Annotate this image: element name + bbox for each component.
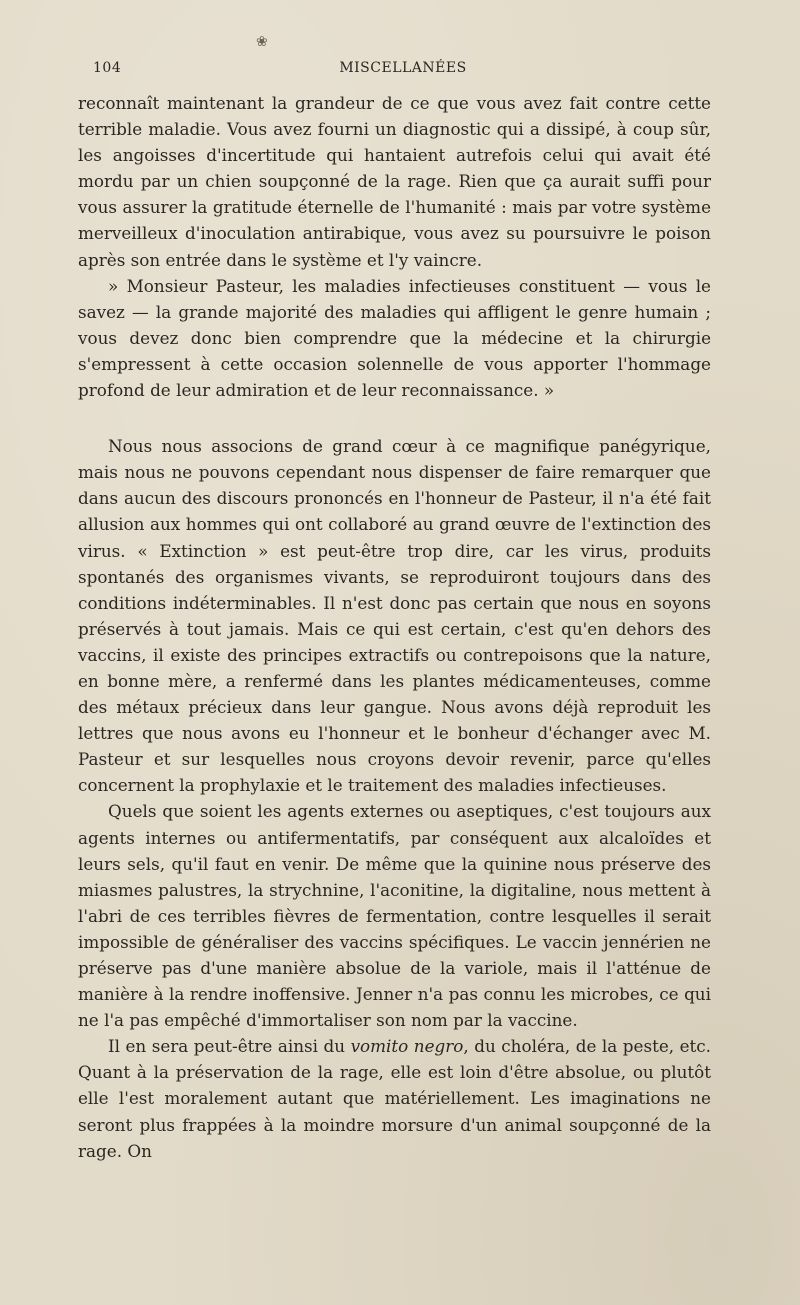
running-title: MISCELLANÉES bbox=[339, 60, 467, 76]
paragraph-text-before: Il en sera peut-être ainsi du bbox=[108, 1036, 351, 1057]
paragraph-vomito-negro bbox=[78, 1033, 711, 1163]
header-ornament-icon: ❀ bbox=[256, 34, 268, 50]
page-number: 104 bbox=[93, 60, 122, 76]
page-header bbox=[93, 60, 713, 82]
paragraph-text-after: , du choléra, de la peste, etc. Quant à la préservation de la rage, elle est loin d'être absolue, ou plutôt elle l'est moralement autant que matériellement. Les imaginations ne seront plus frappées à la moindre morsure d'un animal soupçonné de la rage. On bbox=[78, 1036, 712, 1161]
paragraph-agents: Quels que soient les agents externes ou aseptiques, c'est toujours aux agents internes ou antifermentatifs, par conséquent aux alcaloïdes et leurs sels, qu'il faut en venir. De même que la quinine nous préserve des miasmes palustres, la strychnine, l'aconitine, la digitaline, nous mettent à l'abri de ces terribles fièvres de fermentation, contre lesquelles il serait impossible de généraliser des vaccins spécifiques. Le vaccin jennérien ne préserve pas d'une manière absolue de la variole, mais il l'atténue de manière à la rendre inoffensive. Jenner n'a pas connu les microbes, ce qui ne l'a pas empêché d'immortaliser son nom par la vaccine. bbox=[78, 801, 711, 1031]
paragraph-quote-end: » Monsieur Pasteur, les maladies infectieuses constituent — vous le savez — la grande majorité des maladies qui affligent le genre humain ; vous devez donc bien comprendre que la médecine et la chirurgie s'empressent à cette occasion solennelle de vous apporter l'hommage profond de leur admiration et de leur reconnaissance. » bbox=[78, 275, 711, 401]
paragraph-continuation: reconnaît maintenant la grandeur de ce que vous avez fait contre cette terrible maladie. Vous avez fourni un diagnostic qui a dissipé, à coup sûr, les angoisses d'incertitude qui hantaient autrefois celui qui avait été mordu par un chien soupçonné de la rage. Rien que ça aurait suffi pour vous assurer la gratitude éternelle de l'humanité : mais par votre système merveilleux d'inoculation antirabique, vous avez su poursuivre le poison après son entrée dans le système et l'y vaincre. bbox=[78, 93, 711, 270]
body-text bbox=[78, 90, 711, 1164]
italic-term: vomito negro bbox=[350, 1036, 464, 1057]
paragraph-commentary: Nous nous associons de grand cœur à ce magnifique panégyrique, mais nous ne pouvons cependant nous dispenser de faire remarquer que dans aucun des discours prononcés en l'honneur de Pasteur, il n'a été fait allusion aux hommes qui ont collaboré au grand œuvre de l'extinction des virus. « Extinction » est peut-être trop dire, car les virus, produits spontanés des organismes vivants, se reproduiront toujours dans des conditions indéterminables. Il n'est donc pas certain que nous en soyons préservés à tout jamais. Mais ce qui est certain, c'est qu'en dehors des vaccins, il existe des principes extractifs ou contrepoisons que la nature, en bonne mère, a renfermé dans les plantes médicamenteuses, comme des métaux précieux dans leur gangue. Nous avons déjà reproduit les lettres que nous avons eu l'honneur et le bonheur d'échanger avec M. Pasteur et sur lesquelles nous croyons devoir revenir, parce qu'elles concernent la prophylaxie et le traitement des maladies infectieuses. bbox=[78, 436, 711, 796]
